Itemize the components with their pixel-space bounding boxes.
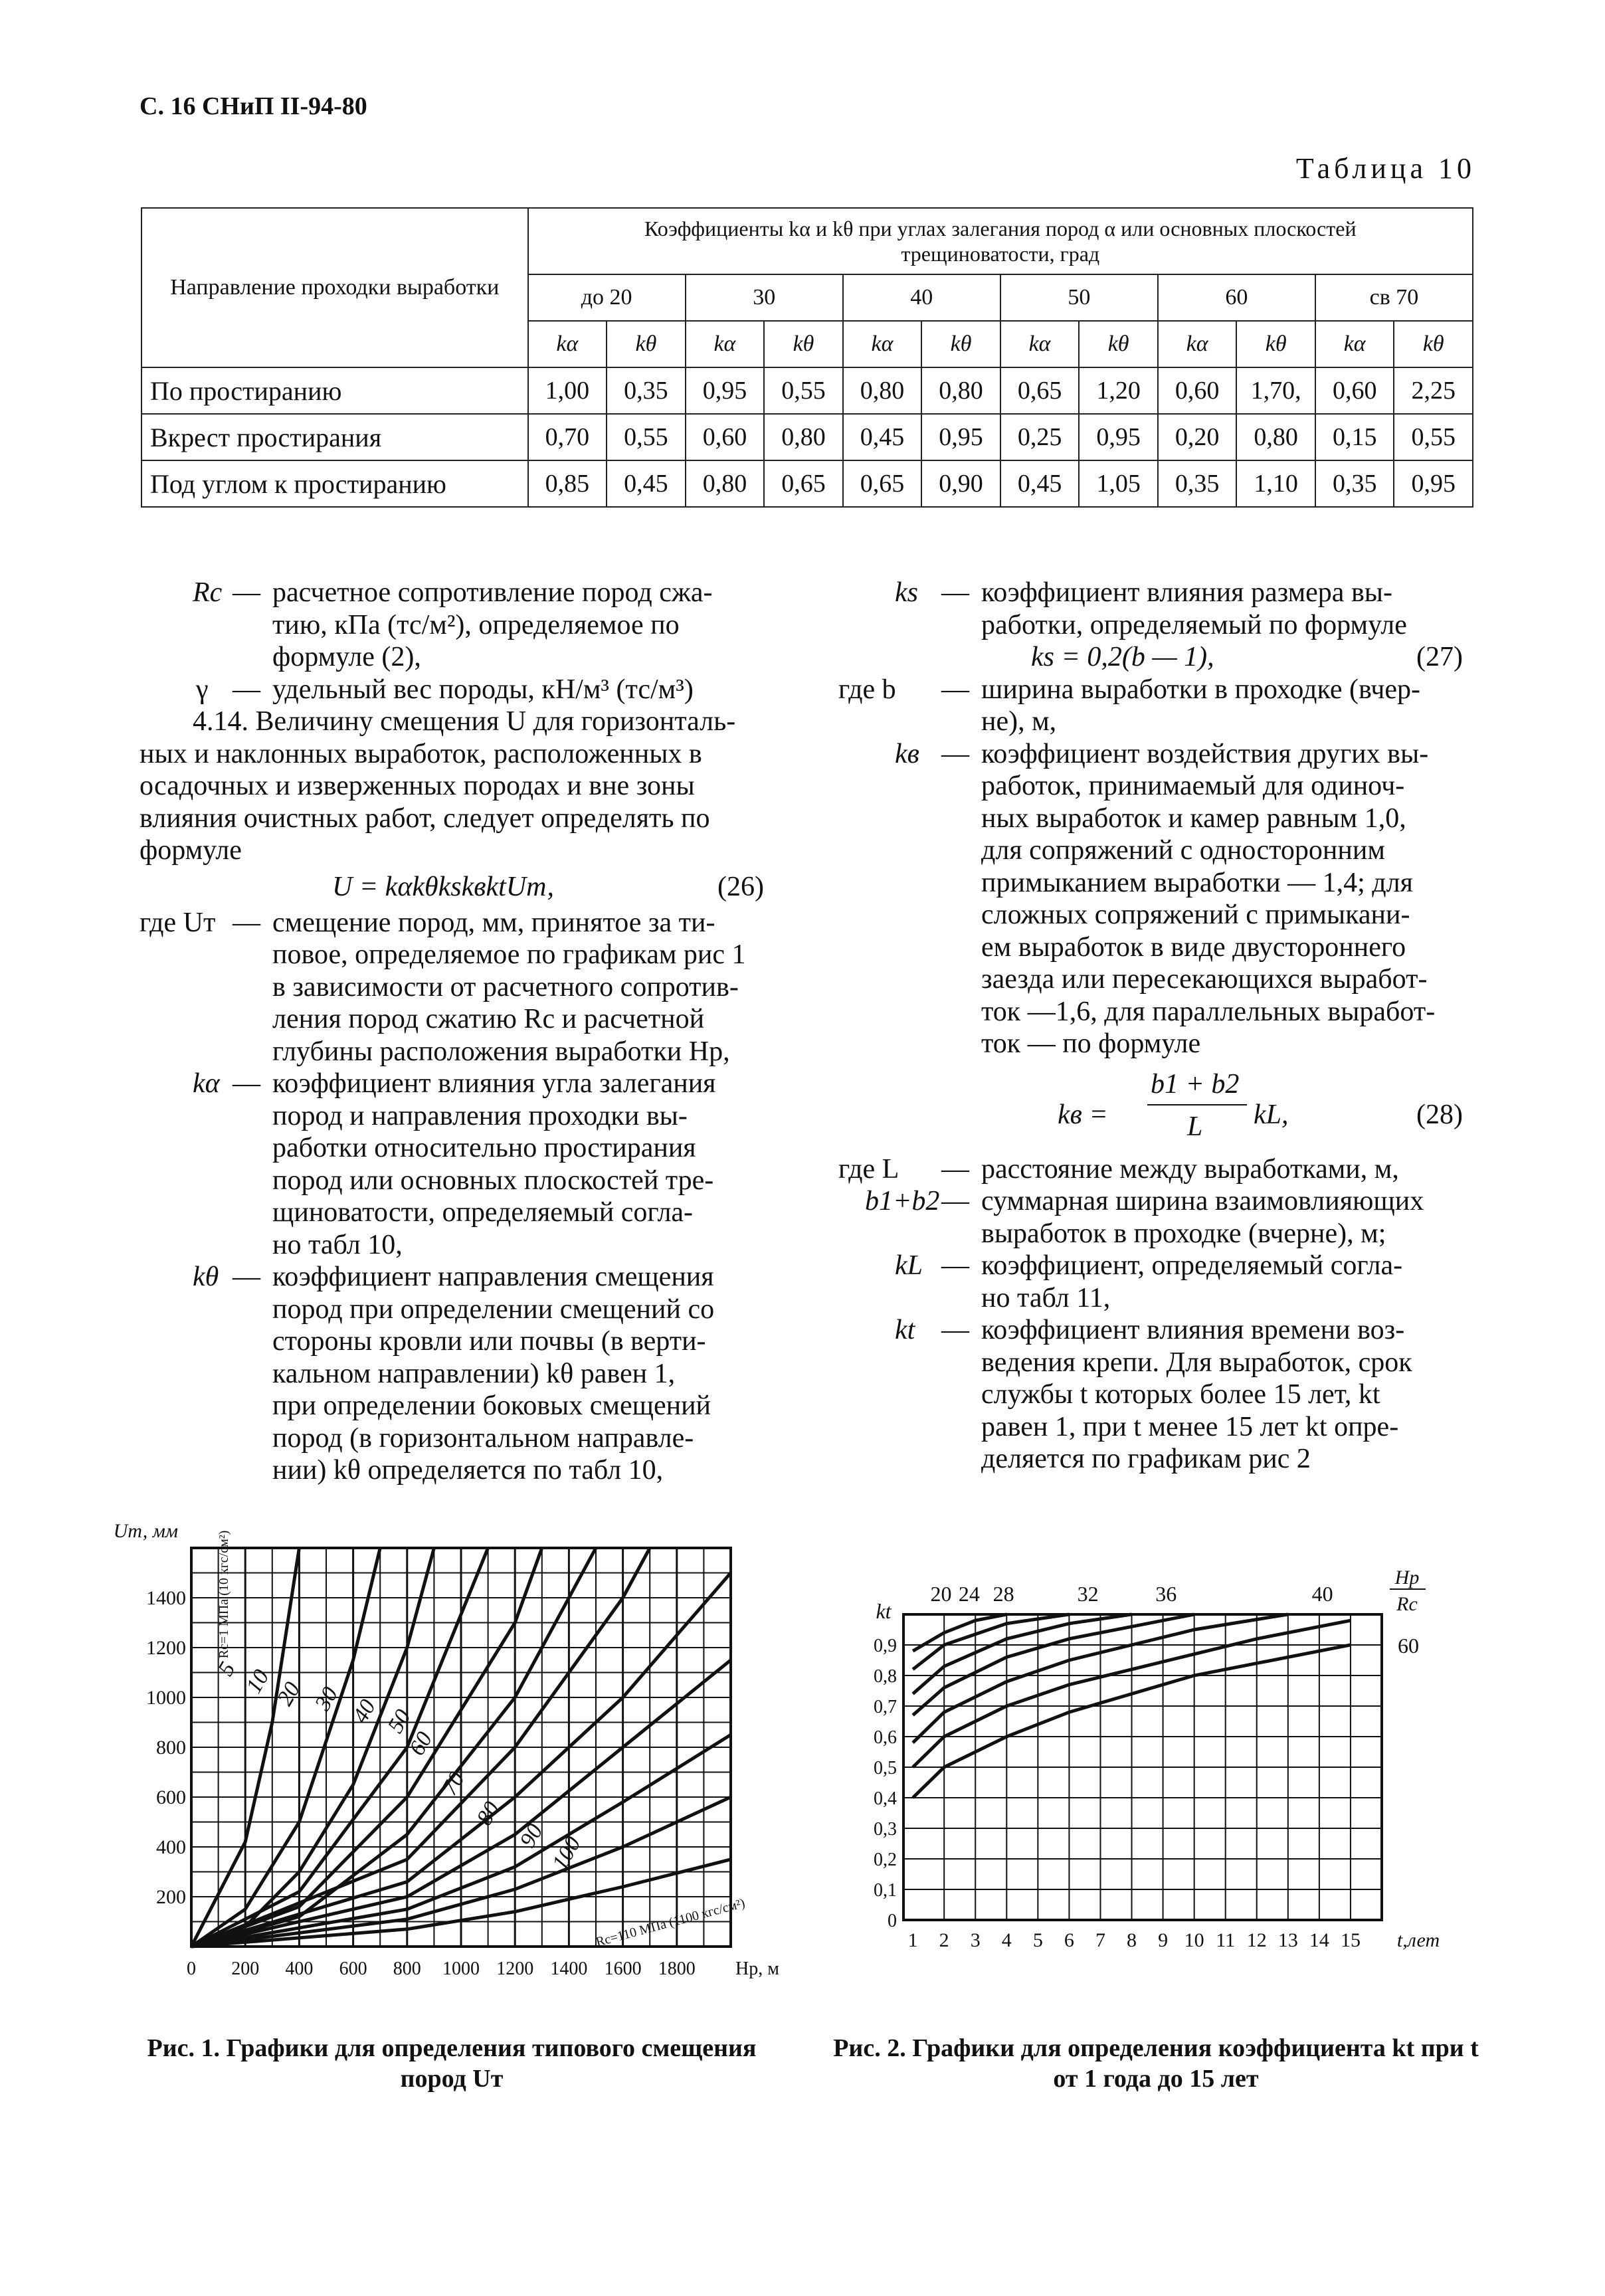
text-line: пород или основных плоскостей тре- <box>272 1165 714 1196</box>
curve-label: 60 <box>405 1727 438 1760</box>
row-label: По простиранию <box>142 367 528 414</box>
x-tick: 0 <box>187 1959 196 1979</box>
text-line: сложных сопряжений с примыкани- <box>981 900 1410 930</box>
y-tick: 0,8 <box>874 1666 897 1687</box>
text-line: формуле (2), <box>272 642 421 672</box>
x-tick: 13 <box>1277 1929 1298 1951</box>
curve-label: 100 <box>547 1832 586 1875</box>
text-line: ления пород сжатию Rс и расчетной <box>272 1004 705 1034</box>
x-tick: 1200 <box>496 1959 534 1979</box>
y-tick: 0,7 <box>874 1697 897 1717</box>
text-line: примыканием выработки — 1,4; для <box>981 867 1413 898</box>
curve-label: 90 <box>515 1820 548 1852</box>
x-tick: 6 <box>1064 1929 1074 1951</box>
table-cell: 0,70 <box>528 414 607 460</box>
table-cell: 0,55 <box>607 414 686 460</box>
text-line: но табл 10, <box>272 1229 403 1260</box>
text-line: в зависимости от расчетного сопротив- <box>272 971 739 1003</box>
text-line: коэффициент влияния угла залегания <box>272 1068 716 1099</box>
text-line: коэффициент воздействия других вы- <box>981 738 1429 769</box>
table-cell: 0,60 <box>686 414 765 460</box>
text-line: формуле <box>140 835 242 866</box>
x-tick: 9 <box>1158 1929 1169 1951</box>
curve-label: 20 <box>930 1582 952 1606</box>
x-tick: 1000 <box>442 1959 480 1979</box>
table-cell: 0,80 <box>921 367 1000 414</box>
table-cell: 0,65 <box>843 460 922 507</box>
figure-1 <box>113 1520 779 2026</box>
text-line: заезда или пересекающихся выработ- <box>981 964 1428 995</box>
sub-header: kα <box>1158 321 1237 367</box>
text-line: но табл 11, <box>981 1282 1111 1313</box>
sub-header: kθ <box>1236 321 1315 367</box>
text-line: при определении боковых смещений <box>272 1390 711 1421</box>
symbol-ka: kα <box>193 1068 220 1099</box>
y-tick: 0,2 <box>874 1850 897 1870</box>
table-cell: 0,80 <box>843 367 922 414</box>
rc-top-label: Rс=1 МПа (10 кгс/см²) <box>217 1530 231 1659</box>
text-line: кальном направлении) kθ равен 1, <box>272 1358 676 1389</box>
x-tick: 15 <box>1340 1929 1361 1951</box>
table-caption: Таблица 10 <box>1295 152 1475 185</box>
coefficients-table <box>141 207 1473 508</box>
table-cell: 1,70, <box>1236 367 1315 414</box>
curve-label: 50 <box>383 1705 416 1737</box>
x-axis-label: t,лет <box>1396 1929 1440 1951</box>
text-line: удельный вес породы, кН/м³ (тс/м³) <box>272 674 694 705</box>
y-tick: 0,6 <box>874 1727 897 1748</box>
curve-label: 80 <box>472 1797 505 1830</box>
table-cell: 0,65 <box>764 460 843 507</box>
text-line: тию, кПа (тс/м²), определяемое по <box>272 609 680 640</box>
left-column: Rс — расчетное сопротивление пород сжа- тию, кПа (тс/м²), определяемое по формуле (2), γ — удельный вес породы, кН/м³ (тс/м³) 4.14. Величину смещения U для горизонталь- ных и наклонных выработок, расположенных в осадочных и изверженных породах и вне зоны влияния очистных работ, следует определять по формуле U = kαkθkskвktUт, (26) где Uт — смещение пород, мм, принятое за ти- повое, определяемое по графикам рис 1 в зависимости от расчетного сопротив- ления пород сжатию Rс и расчетной глубины расположения выработки Hр, kα — коэффициент влияния угла залегания пород и направления проходки вы- работки относительно простирания пород или основных плоскостей тре- щиноватости, определяемый согла- но табл 10, kθ — коэффициент направления смещения пород при определении смещений со стороны кровли или почвы (в верти- кальном направлении) kθ равен 1, при определении боковых смещений пород (в горизонтальном направле- нии) kθ определяется по табл 10, <box>140 577 764 1485</box>
x-tick: 400 <box>285 1959 314 1979</box>
table-cell: 0,20 <box>1158 414 1237 460</box>
sub-header: kθ <box>921 321 1000 367</box>
angle-group: 60 <box>1158 274 1315 321</box>
y-tick: 600 <box>156 1786 186 1808</box>
symbol-kl: kL <box>895 1250 923 1281</box>
table-cell: 0,80 <box>686 460 765 507</box>
table-cell: 0,55 <box>764 367 843 414</box>
table-cell: 0,65 <box>1000 367 1080 414</box>
table-cell: 0,60 <box>1158 367 1237 414</box>
y-tick: 200 <box>156 1886 186 1908</box>
figure-1-chart <box>113 1520 779 2026</box>
x-tick: 5 <box>1032 1929 1043 1951</box>
table-head-direction: Направление проходки выработки <box>142 208 528 367</box>
text-line: ширина выработки в проходке (вчер- <box>981 674 1420 705</box>
text-line: для сопряжений с односторонним <box>981 835 1385 866</box>
table-cell: 0,90 <box>921 460 1000 507</box>
y-tick: 1200 <box>146 1637 186 1659</box>
formula-28: kв = b1 + b2 L kL, (28) <box>1058 1068 1463 1142</box>
ratio-label: Hр <box>1394 1567 1420 1588</box>
symbol-kv: kв <box>895 738 919 769</box>
y-tick: 800 <box>156 1737 186 1759</box>
page-header: С. 16 СНиП II-94-80 <box>140 92 367 120</box>
text-line: осадочных и изверженных породах и вне зоны <box>140 771 695 801</box>
text-line: суммарная ширина взаимовлияющих <box>981 1186 1424 1216</box>
table-cell: 0,45 <box>843 414 922 460</box>
ratio-label: Rс <box>1396 1593 1418 1615</box>
text-line: работок, принимаемый для одиноч- <box>981 771 1405 801</box>
table-cell: 1,05 <box>1079 460 1158 507</box>
y-tick: 0,4 <box>874 1788 897 1809</box>
curve-24 <box>913 1614 1069 1670</box>
x-axis-label: Hр, м <box>735 1959 779 1979</box>
x-tick: 600 <box>339 1959 367 1979</box>
text-line: пород при определении смещений со <box>272 1293 715 1325</box>
x-tick: 10 <box>1184 1929 1204 1951</box>
x-tick: 11 <box>1216 1929 1236 1951</box>
table-cell: 2,25 <box>1394 367 1473 414</box>
x-tick: 200 <box>231 1959 260 1979</box>
y-tick: 0,5 <box>874 1758 897 1778</box>
x-tick: 2 <box>939 1929 949 1951</box>
x-tick: 12 <box>1246 1929 1267 1951</box>
row-label: Вкрест простирания <box>142 414 528 460</box>
table-cell: 0,45 <box>1000 460 1080 507</box>
sub-header: kα <box>528 321 607 367</box>
text-line: пород (в горизонтальном направле- <box>272 1422 694 1454</box>
text-line: коэффициент направления смещения <box>272 1262 714 1292</box>
symbol-gamma: γ <box>196 674 209 705</box>
table-cell: 1,20 <box>1079 367 1158 414</box>
table-cell: 0,35 <box>607 367 686 414</box>
x-tick: 4 <box>1001 1929 1012 1951</box>
curve-label: 36 <box>1155 1582 1177 1606</box>
text-line: расстояние между выработками, м, <box>981 1153 1399 1185</box>
sub-header: kα <box>843 321 922 367</box>
text-label: где L <box>838 1153 899 1185</box>
sub-header: kθ <box>1394 321 1473 367</box>
curve-label: 40 <box>347 1695 381 1727</box>
text-line: ведения крепи. Для выработок, срок <box>981 1347 1412 1378</box>
table-cell: 0,95 <box>686 367 765 414</box>
y-tick: 0 <box>888 1911 897 1931</box>
y-axis-label: kt <box>876 1599 892 1623</box>
angle-group: св 70 <box>1315 274 1473 321</box>
curve-label: 40 <box>1311 1582 1333 1606</box>
table-cell: 0,60 <box>1315 367 1394 414</box>
text-line: равен 1, при t менее 15 лет kt опре- <box>981 1411 1399 1442</box>
rc-bottom-label: Rс=110 МПа (1100 кгс/см²) <box>594 1895 747 1950</box>
table-cell: 0,85 <box>528 460 607 507</box>
sub-header: kα <box>1000 321 1080 367</box>
text-line: щиноватости, определяемый согла- <box>272 1197 694 1228</box>
formula-27: ks = 0,2(b — 1), <box>1031 642 1214 672</box>
table-cell: 0,95 <box>1394 460 1473 507</box>
text-line: коэффициент, определяемый согла- <box>981 1250 1403 1281</box>
sub-header: kα <box>686 321 765 367</box>
curve-label: 30 <box>310 1683 343 1715</box>
curve-label: 20 <box>272 1677 306 1710</box>
sub-header: kα <box>1315 321 1394 367</box>
curve-label: 24 <box>958 1582 980 1606</box>
table-cell: 0,80 <box>1236 414 1315 460</box>
text-line: 4.14. Величину смещения U для горизонталь- <box>193 706 736 737</box>
angle-group: до 20 <box>528 274 686 321</box>
y-tick: 0,3 <box>874 1819 897 1840</box>
table-cell: 0,95 <box>921 414 1000 460</box>
curve-label: 60 <box>1398 1634 1419 1658</box>
table-head-coeff: Коэффициенты kα и kθ при углах залегания пород α или основных плоскостей трещиноватости, град <box>528 208 1473 274</box>
text-line: нии) kθ определяется по табл 10, <box>272 1455 664 1485</box>
text-label: где b <box>838 674 896 705</box>
text-line: пород и направления проходки вы- <box>272 1100 688 1131</box>
angle-group: 30 <box>686 274 843 321</box>
formula-26: U = kαkθkskвktUт, <box>332 871 555 902</box>
text-line: расчетное сопротивление пород сжа- <box>272 577 713 608</box>
curve-label: 70 <box>436 1767 470 1800</box>
table-cell: 0,45 <box>607 460 686 507</box>
text-line: не), м, <box>981 706 1057 737</box>
figure-2-caption: Рис. 2. Графики для определения коэффициента kt при t от 1 года до 15 лет <box>833 2034 1479 2093</box>
text-line: глубины расположения выработки Hр, <box>272 1036 730 1067</box>
x-tick: 7 <box>1095 1929 1105 1951</box>
table-cell: 0,15 <box>1315 414 1394 460</box>
y-tick: 1000 <box>146 1687 186 1709</box>
y-axis-label: Uт, мм <box>113 1520 178 1542</box>
table-cell: 1,10 <box>1236 460 1315 507</box>
table-cell: 1,00 <box>528 367 607 414</box>
symbol-kt: kθ <box>193 1262 219 1292</box>
sub-header: kθ <box>764 321 843 367</box>
text-line: работки, определяемый по формуле <box>981 609 1407 640</box>
table-cell: 0,95 <box>1079 414 1158 460</box>
text-line: коэффициент влияния времени воз- <box>981 1315 1405 1345</box>
text-line: работки относительно простирания <box>272 1133 696 1163</box>
symbol-ks: ks <box>895 577 918 608</box>
y-tick: 400 <box>156 1836 186 1858</box>
figure-2-chart <box>857 1568 1481 1966</box>
text-line: выработок в проходке (вчерне), м; <box>981 1218 1386 1249</box>
text-line: стороны кровли или почвы (в верти- <box>272 1326 706 1357</box>
table-cell: 0,55 <box>1394 414 1473 460</box>
x-tick: 14 <box>1309 1929 1329 1951</box>
y-tick: 0,9 <box>874 1636 897 1656</box>
row-label: Под углом к простиранию <box>142 460 528 507</box>
text-line: ных и наклонных выработок, расположенных в <box>140 738 702 769</box>
symbol-b1b2: b1+b2 <box>865 1186 940 1216</box>
text-line: ток — по формуле <box>981 1028 1201 1059</box>
text-line: ток —1,6, для параллельных выработ- <box>981 996 1436 1027</box>
angle-group: 40 <box>843 274 1000 321</box>
text-line: смещение пород, мм, принятое за ти- <box>272 907 715 938</box>
symbol-kt-time: kt <box>895 1315 915 1345</box>
curve-label: 10 <box>241 1666 274 1697</box>
table-cell: 0,35 <box>1315 460 1394 507</box>
right-column: ks — коэффициент влияния размера вы- работки, определяемый по формуле ks = 0,2(b — 1), (27) где b — ширина выработки в проходке (вчер- не), м, kв — коэффициент воздействия других вы- работок, принимаемый для одиноч- ных выработок и камер равным 1,0, для сопряжений с односторонним примыканием выработки — 1,4; для сложных сопряжений с примыкани- ем выработок в виде двустороннего заезда или пересекающихся выработ- ток —1,6, для параллельных выработ- ток — по формуле kв = b1 + b2 L kL, (28) где L — расстояние между выработками, м, b1+b2 — суммарная ширина взаимовлияющих выработок в проходке (вчерне), м; kL — коэффициент, определяемый согла- но табл 11, kt — коэффициент влияния времени воз- ведения крепи. Для выработок, срок службы t которых более 15 лет, kt равен 1, при t менее 15 лет kt опре- деляется по графикам рис 2 <box>838 577 1476 1476</box>
symbol-rc: Rс <box>193 577 223 608</box>
curve-label: 5 <box>213 1658 240 1680</box>
x-tick: 800 <box>393 1959 421 1979</box>
sub-header: kθ <box>607 321 686 367</box>
curve-label: 32 <box>1077 1582 1099 1606</box>
text-line: повое, определяемое по графикам рис 1 <box>272 939 746 970</box>
table-cell: 0,25 <box>1000 414 1080 460</box>
text-line: коэффициент влияния размера вы- <box>981 577 1392 608</box>
x-tick: 1600 <box>604 1959 642 1979</box>
eq-number: (26) <box>717 871 764 902</box>
y-tick: 0,1 <box>874 1880 897 1901</box>
curve-label: 28 <box>992 1582 1014 1606</box>
table-row <box>142 367 1473 414</box>
text-label: где Uт <box>140 907 216 938</box>
x-tick: 8 <box>1127 1929 1137 1951</box>
text-line: деляется по графикам рис 2 <box>981 1444 1311 1474</box>
table-cell: 0,35 <box>1158 460 1237 507</box>
table-row <box>142 414 1473 460</box>
text-line: ных выработок и камер равным 1,0, <box>981 803 1406 834</box>
sub-header: kθ <box>1079 321 1158 367</box>
x-tick: 1800 <box>658 1959 696 1979</box>
text-line: ем выработок в виде двустороннего <box>981 931 1406 963</box>
x-tick: 1 <box>907 1929 918 1951</box>
table-row <box>142 460 1473 507</box>
angle-group: 50 <box>1000 274 1158 321</box>
text-line: службы t которых более 15 лет, kt <box>981 1379 1380 1410</box>
x-tick: 1400 <box>550 1959 588 1979</box>
x-tick: 3 <box>970 1929 981 1951</box>
figure-2 <box>857 1568 1481 1966</box>
eq-number: (27) <box>1416 642 1463 672</box>
figure-1-caption: Рис. 1. Графики для определения типового смещения пород Uт <box>147 2034 757 2093</box>
table-cell: 0,80 <box>764 414 843 460</box>
text-line: влияния очистных работ, следует определять по <box>140 803 710 834</box>
y-tick: 1400 <box>146 1587 186 1609</box>
